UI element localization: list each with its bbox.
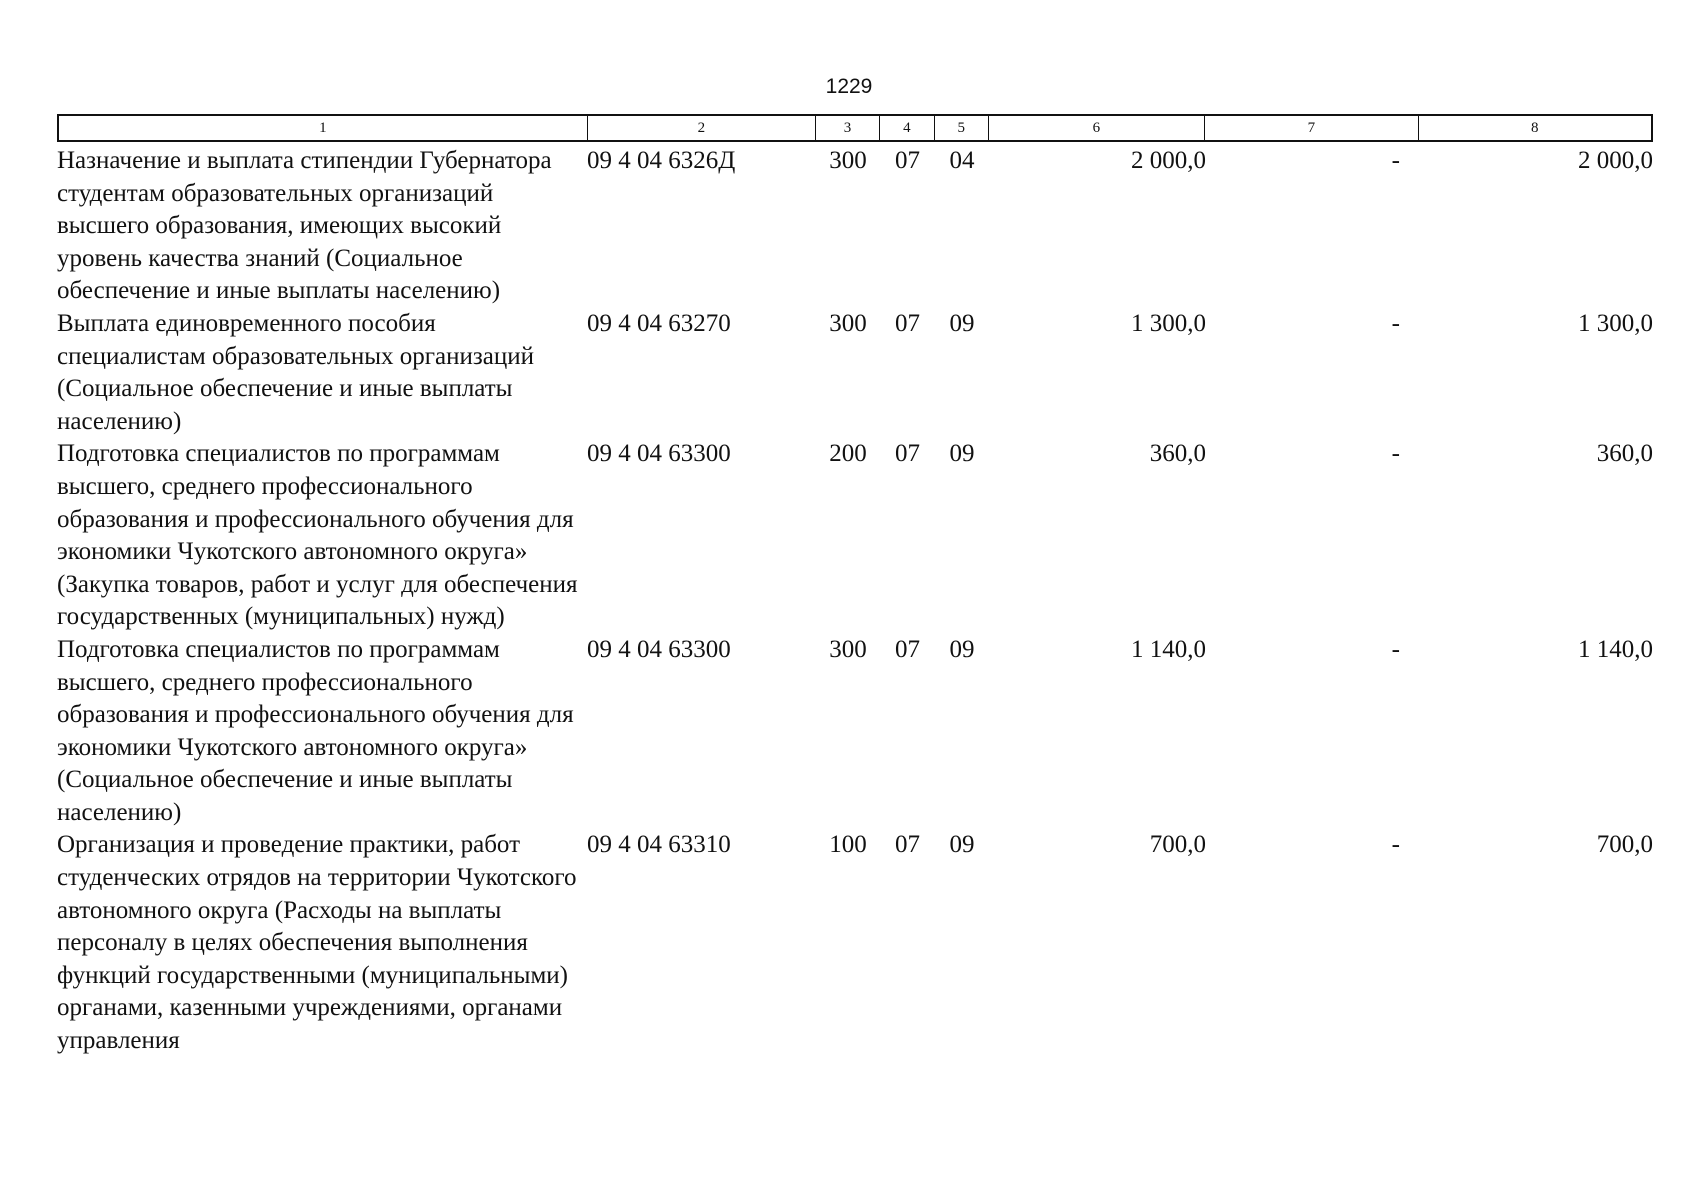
row-code: 09 4 04 63310 <box>587 831 731 859</box>
row-col8: 1 140,0 <box>1578 635 1653 663</box>
row-col4: 07 <box>895 309 920 337</box>
row-col5: 04 <box>949 147 975 174</box>
row-col7: - <box>1391 309 1400 337</box>
column-header-6: 6 <box>989 116 1205 140</box>
row-description: Подготовка специалистов по программам высшего, среднего профессионального образования и профессионального обучения для экономики Чукотского автономного округа» (Закупка товаров, работ и услуг для обеспечения государственных (муниципальных) нужд) <box>57 440 578 631</box>
row-col7: - <box>1391 147 1400 174</box>
row-col6: 360,0 <box>1149 440 1206 468</box>
row-description: Назначение и выплата стипендии Губернатора студентам образовательных организаций высшего образования, имеющих высокий уровень качества знаний (Социальное обеспечение и иные выплаты населению) <box>57 147 552 305</box>
column-header-4: 4 <box>880 116 935 140</box>
row-col4: 07 <box>895 440 920 468</box>
row-description: Выплата единовременного пособия специалистам образовательных организаций (Социальное обеспечение и иные выплаты населению) <box>57 309 535 435</box>
row-col5: 09 <box>949 635 975 663</box>
table-row <box>57 438 1653 634</box>
column-header-2: 2 <box>588 116 816 140</box>
column-header-5: 5 <box>935 116 989 140</box>
column-header-1: 1 <box>59 116 588 140</box>
column-header-7: 7 <box>1205 116 1418 140</box>
row-col3: 200 <box>829 440 867 468</box>
row-col3: 300 <box>829 309 867 337</box>
row-col5: 09 <box>949 309 975 337</box>
table-row <box>57 308 1653 438</box>
row-col3: 100 <box>829 831 867 859</box>
table-row <box>57 634 1653 830</box>
row-code: 09 4 04 63300 <box>587 440 731 468</box>
row-col5: 09 <box>949 440 975 468</box>
row-code: 09 4 04 6326Д <box>587 147 736 174</box>
row-code: 09 4 04 63300 <box>587 635 731 663</box>
row-col7: - <box>1391 635 1400 663</box>
page-number: 1229 <box>825 75 873 98</box>
row-col3: 300 <box>829 147 867 174</box>
row-col8: 360,0 <box>1596 440 1653 468</box>
table-row <box>57 145 1653 308</box>
row-col4: 07 <box>895 147 920 174</box>
row-col8: 2 000,0 <box>1578 147 1653 174</box>
row-description: Организация и проведение практики, работ студенческих отрядов на территории Чукотского автономного округа (Расходы на выплаты персоналу в целях обеспечения выполнения функций государственными (муниципальными) органами, казенными учреждениями, органами управления <box>57 831 577 1055</box>
row-col6: 2 000,0 <box>1131 147 1206 174</box>
row-code: 09 4 04 63270 <box>587 309 731 337</box>
column-header-3: 3 <box>816 116 880 140</box>
table-body <box>57 145 1653 1058</box>
row-col8: 1 300,0 <box>1578 309 1653 337</box>
table-header <box>57 114 1653 142</box>
row-col7: - <box>1391 440 1400 468</box>
row-col4: 07 <box>895 635 920 663</box>
row-col6: 700,0 <box>1149 831 1206 859</box>
row-col5: 09 <box>949 831 975 859</box>
row-col6: 1 140,0 <box>1131 635 1206 663</box>
row-col8: 700,0 <box>1596 831 1653 859</box>
row-col7: - <box>1391 831 1400 859</box>
table-row <box>57 829 1653 1057</box>
column-header-8: 8 <box>1531 120 1539 136</box>
row-col3: 300 <box>829 635 867 663</box>
row-col4: 07 <box>895 831 920 859</box>
row-description: Подготовка специалистов по программам высшего, среднего профессионального образования и профессионального обучения для экономики Чукотского автономного округа» (Социальное обеспечение и иные выплаты населению) <box>57 635 574 826</box>
row-col6: 1 300,0 <box>1131 309 1206 337</box>
